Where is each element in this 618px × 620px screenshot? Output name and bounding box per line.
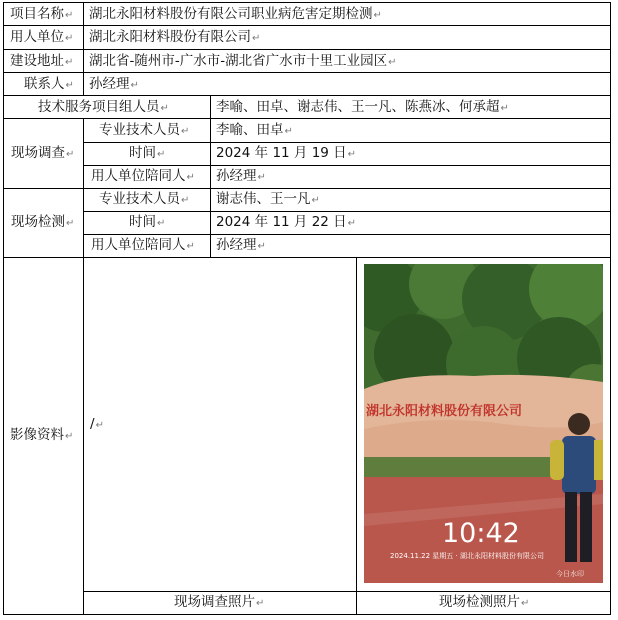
survey-tech-value: 李喻、田卓↵	[216, 122, 293, 138]
address-value: 湖北省-随州市-广水市-湖北省广水市十里工业园区↵	[89, 53, 397, 69]
employer-label: 用人单位↵	[10, 29, 74, 45]
employer-value: 湖北永阳材料股份有限公司↵	[89, 29, 261, 45]
contact-label: 联系人↵	[24, 76, 74, 92]
photo-rock-text: 湖北永阳材料股份有限公司	[366, 404, 523, 419]
survey-photo-placeholder: /↵	[90, 416, 104, 432]
testing-escort-value: 孙经理↵	[216, 237, 266, 253]
testing-time-value: 2024 年 11 月 22 日↵	[216, 214, 357, 230]
testing-tech-value: 谢志伟、王一凡↵	[216, 191, 320, 207]
photo-stamp: 2024.11.22 星期五 · 湖北永阳材料股份有限公司	[390, 552, 544, 560]
testing-label: 现场检测↵	[11, 214, 75, 230]
team-value: 李喻、田卓、谢志伟、王一凡、陈燕冰、何承超↵	[216, 99, 509, 115]
testing-photo-caption: 现场检测照片↵	[439, 594, 530, 610]
survey-tech-label: 专业技术人员↵	[99, 122, 190, 138]
survey-time-value: 2024 年 11 月 19 日↵	[216, 145, 357, 161]
testing-time-label: 时间↵	[129, 214, 166, 230]
survey-escort-label: 用人单位陪同人↵	[91, 168, 195, 184]
address-label: 建设地址↵	[10, 53, 74, 69]
photo-watermark: 今日水印	[556, 570, 584, 578]
survey-photo-caption: 现场调查照片↵	[174, 594, 265, 610]
project-name-value: 湖北永阳材料股份有限公司职业病危害定期检测↵	[89, 6, 382, 22]
testing-site-photo	[364, 264, 603, 583]
team-label: 技术服务项目组人员↵	[38, 99, 169, 115]
photo-clock: 10:42	[442, 518, 520, 549]
contact-value: 孙经理↵	[89, 76, 139, 92]
testing-tech-label: 专业技术人员↵	[99, 191, 190, 207]
survey-label: 现场调查↵	[11, 145, 75, 161]
survey-time-label: 时间↵	[129, 145, 166, 161]
survey-escort-value: 孙经理↵	[216, 168, 266, 184]
images-label: 影像资料↵	[10, 427, 74, 443]
testing-escort-label: 用人单位陪同人↵	[91, 237, 195, 253]
project-name-label: 项目名称↵	[10, 6, 74, 22]
